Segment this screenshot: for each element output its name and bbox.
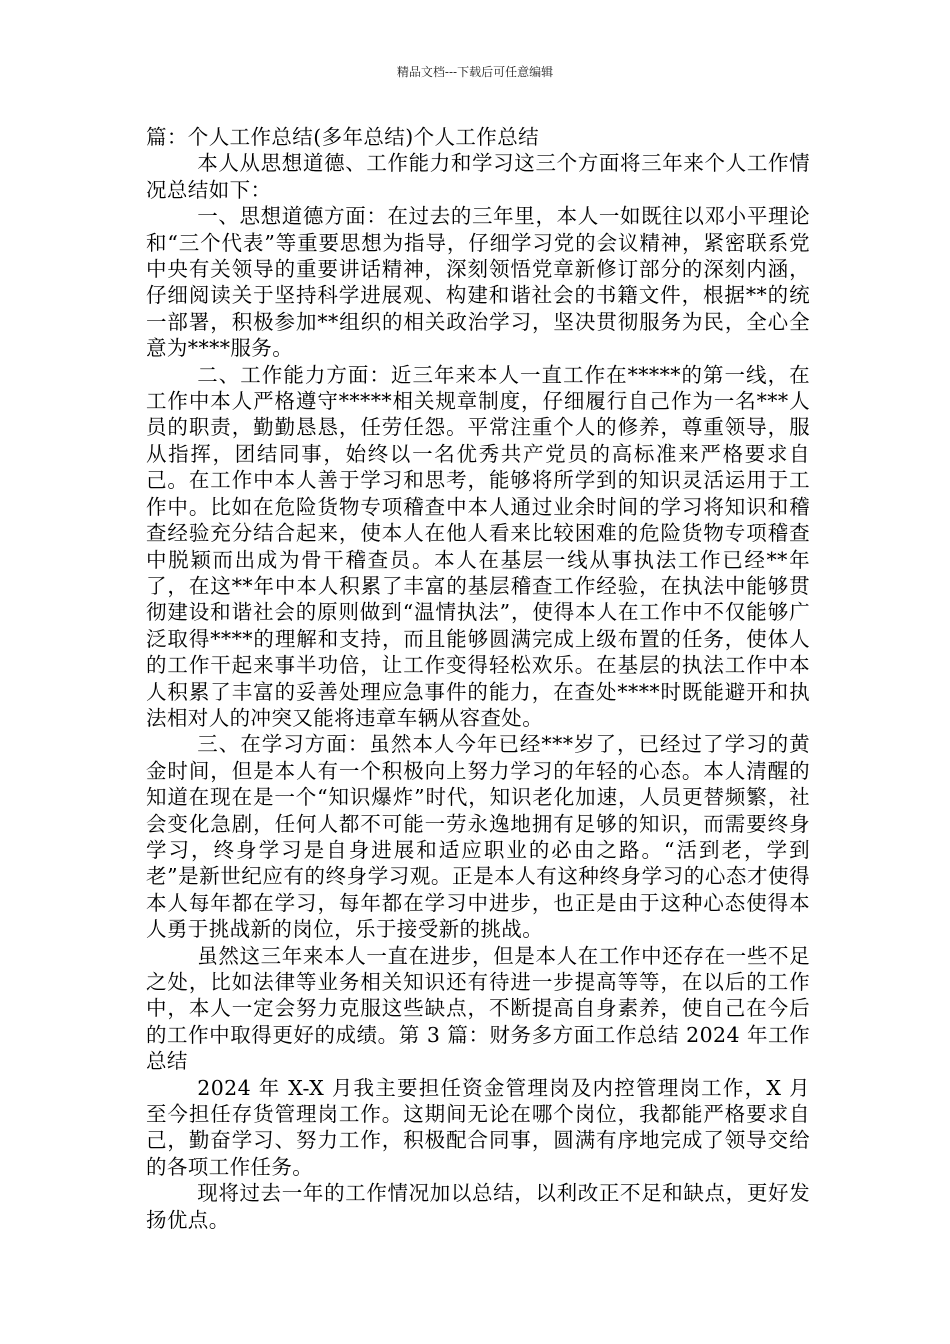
paragraph-intro: 本人从思想道德、工作能力和学习这三个方面将三年来个人工作情况总结如下： xyxy=(146,151,810,202)
paragraph-work-ability: 二、工作能力方面：近三年来本人一直工作在*****的第一线，在工作中本人严格遵守*****相关规章制度，仔细履行自己作为一名***人员的职责，勤勤恳恳，任劳任怨。平常注重个人的修养，尊重领导，服从指挥，团结同事，始终以一名优秀共产党员的高标准来严格要求自己。在工作中本人善于学习和思考，能够将所学到的知识灵活运用于工作中。比如在危险货物专项稽查中本人通过业余时间的学习将知识和稽查经验充分结合起来，使本人在他人看来比较困难的危险货物专项稽查中脱颖而出成为骨干稽查员。本人在基层一线从事执法工作已经**年了，在这**年中本人积累了丰富的基层稽查工作经验，在执法中能够贯彻建设和谐社会的原则做到“温情执法”，使得本人在工作中不仅能够广泛取得****的理解和支持，而且能够圆满完成上级布置的任务，使体人的工作干起来事半功倍，让工作变得轻松欢乐。在基层的执法工作中本人积累了丰富的妥善处理应急事件的能力，在查处****时既能避开和执法相对人的冲突又能将违章车辆从容查处。 xyxy=(146,362,810,730)
paragraph-finance-duties: 2024 年 X-X 月我主要担任资金管理岗及内控管理岗工作，X 月至今担任存货管理岗工作。这期间无论在哪个岗位，我都能严格要求自己，勤奋学习、努力工作，积极配合同事，圆满有序地完成了领导交给的各项工作任务。 xyxy=(146,1075,810,1179)
paragraph-learning: 三、在学习方面：虽然本人今年已经***岁了，已经过了学习的黄金时间，但是本人有一个积极向上努力学习的年轻的心态。本人清醒的知道在现在是一个“知识爆炸”时代，知识老化加速，人员更替频繁，社会变化急剧，任何人都不可能一劳永逸地拥有足够的知识，而需要终身学习，终身学习是自身进展和适应职业的必由之路。“活到老，学到老”是新世纪应有的终身学习观。正是本人有这种终身学习的心态才使得本人每年都在学习，每年都在学习中进步，也正是由于这种心态使得本人勇于挑战新的岗位，乐于接受新的挑战。 xyxy=(146,732,810,942)
document-body xyxy=(146,124,810,1233)
page-header: 精品文档---下载后可任意编辑 xyxy=(396,65,554,79)
paragraph-shortcomings: 虽然这三年来本人一直在进步，但是本人在工作中还存在一些不足之处，比如法律等业务相关知识还有待进一步提高等等，在以后的工作中，本人一定会努力克服这些缺点，不断提高自身素养，使自己在今后的工作中取得更好的成绩。第 3 篇：财务多方面工作总结 2024 年工作总结 xyxy=(146,943,810,1074)
document-title: 篇：个人工作总结(多年总结)个人工作总结 xyxy=(146,125,539,149)
paragraph-ideology: 一、思想道德方面：在过去的三年里，本人一如既往以邓小平理论和“三个代表”等重要思想为指导，仔细学习党的会议精神，紧密联系党中央有关领导的重要讲话精神，深刻领悟党章新修订部分的深刻内涵，仔细阅读关于坚持科学进展观、构建和谐社会的书籍文件，根据**的统一部署，积极参加**组织的相关政治学习，坚决贯彻服务为民，全心全意为****服务。 xyxy=(146,204,810,361)
paragraph-summary-intro: 现将过去一年的工作情况加以总结，以利改正不足和缺点，更好发扬优点。 xyxy=(146,1181,810,1232)
